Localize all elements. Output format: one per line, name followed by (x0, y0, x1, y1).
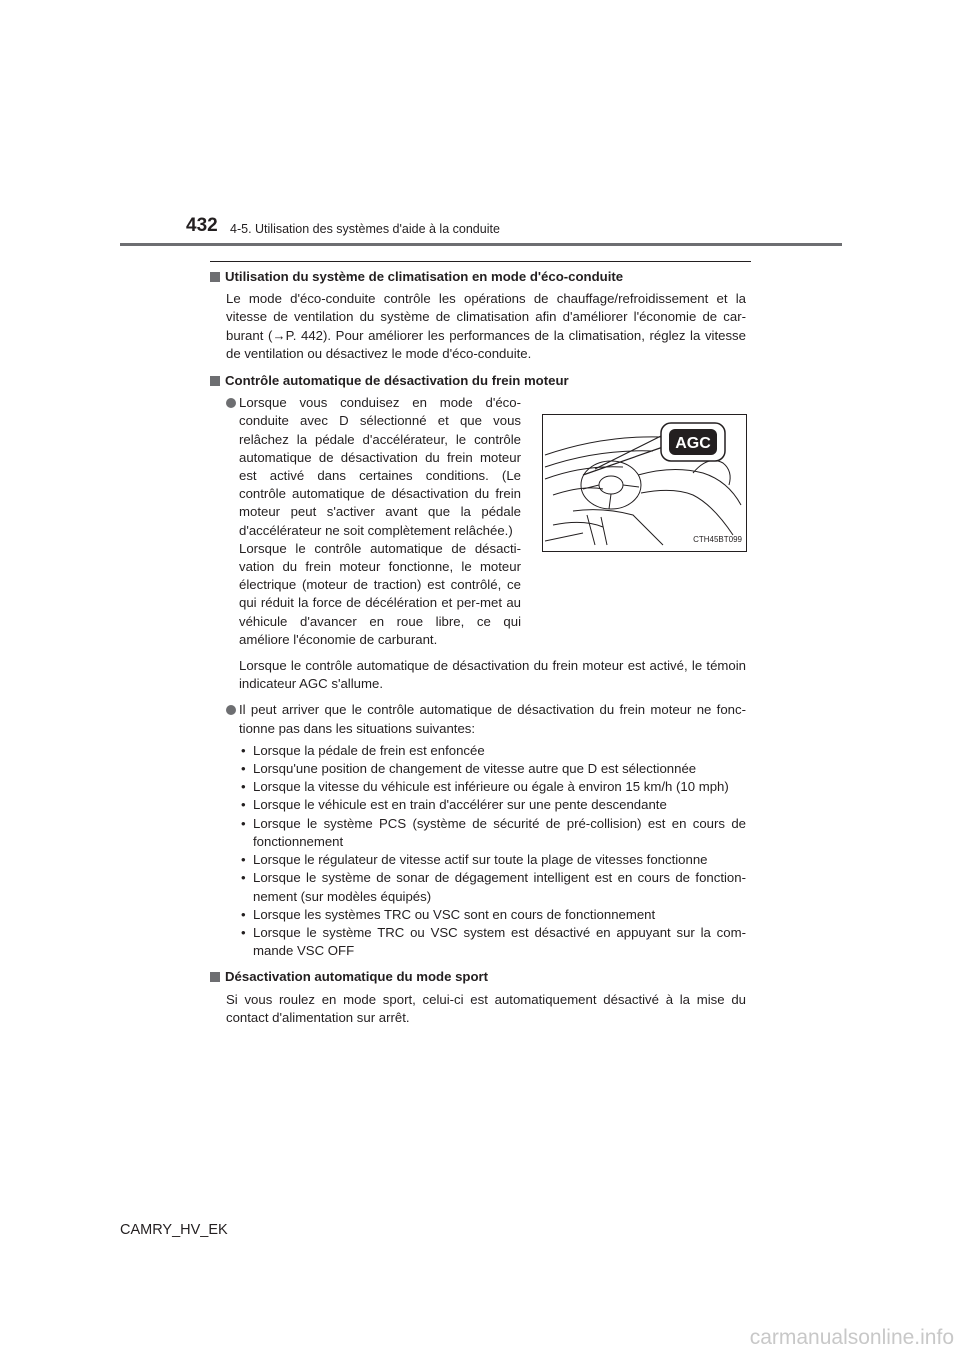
agc-bullet-1-text: Lorsque vous conduisez en mode d'éco-conduite avec D sélectionné et que vous relâchez la pédale d'accélérateur, le contrôle automatique de désactivation du frein moteur est activé dans certaines conditions. (Le contrôle automatique de désactivation du frein moteur peut s'activer avant que la pédale d'accélérateur ne soit complètement relâchée.) (239, 395, 521, 538)
list-item: • Lorsque le véhicule est en train d'accélérer sur une pente descendante (239, 796, 746, 814)
header-rule (120, 243, 842, 246)
list-item: • Lorsque le système TRC ou VSC system est désactivé en appuyant sur la com-mande VSC OFF (239, 924, 746, 960)
page-number: 432 (186, 215, 218, 236)
list-item: • Lorsque le régulateur de vitesse actif sur toute la plage de vitesses fonctionne (239, 851, 746, 869)
page-content (210, 268, 746, 1036)
section-rule (210, 261, 751, 262)
watermark-link[interactable]: carmanualsonline.info (749, 1326, 954, 1349)
eco-heading (210, 268, 746, 286)
eco-body: Le mode d'éco-conduite contrôle les opérations de chauffage/refroidissement et la vitesse de ventilation du système de climatisation afin d'améliorer l'économie de car-burant (→P. 442). Pour améliorer les performances de la climatisation, réglez la vitesse de ventilation ou désactivez le mode d'éco-conduite. (226, 291, 746, 361)
sport-heading (210, 968, 746, 986)
agc-after-figure: Lorsque le contrôle automatique de désactivation du frein moteur est activé, le témoin indicateur AGC s'allume. (239, 658, 746, 692)
round-bullet-icon (226, 705, 236, 715)
agc-conditions-list (239, 742, 746, 960)
list-item: • Lorsqu'une position de changement de vitesse autre que D est sélectionnée (239, 760, 746, 778)
list-item: • Lorsque la vitesse du véhicule est inférieure ou égale à environ 15 km/h (10 mph) (239, 778, 746, 796)
chapter-title: 4-5. Utilisation des systèmes d'aide à la conduite (230, 222, 500, 236)
agc-illustration (542, 414, 747, 552)
footer-model-code: CAMRY_HV_EK (120, 1222, 228, 1238)
agc-bullet-1-continuation: Lorsque le contrôle automatique de désacti-vation du frein moteur fonctionne, le moteur électrique (moteur de traction) est contrôlé, ce qui réduit la force de décélération et per-met au véhicule d'avancer en roue libre, ce qui améliore l'économie de carburant. (239, 540, 521, 647)
eco-heading-text: Utilisation du système de climatisation en mode d'éco-conduite (225, 269, 624, 284)
sport-body: Si vous roulez en mode sport, celui-ci est automatiquement désactivé à la mise du contact d'alimentation sur arrêt. (226, 991, 746, 1025)
list-item: • Lorsque le système de sonar de dégagement intelligent est en cours de fonction-nement (sur modèles équipés) (239, 869, 746, 905)
list-item: • Lorsque les systèmes TRC ou VSC sont en cours de fonctionnement (239, 906, 746, 924)
agc-heading (210, 372, 746, 390)
agc-indicator-label: AGC (675, 435, 711, 453)
agc-bullet-with-figure (210, 394, 746, 649)
agc-bullet-2-text: Il peut arriver que le contrôle automatique de désactivation du frein moteur ne fonc-tionne pas dans les situations suivantes: (239, 702, 746, 736)
list-item: • Lorsque la pédale de frein est enfoncée (239, 742, 746, 760)
square-bullet-icon (210, 376, 220, 386)
sport-heading-text: Désactivation automatique du mode sport (225, 969, 489, 985)
list-item: • Lorsque le système PCS (système de sécurité de pré-collision) est en cours de fonctionnement (239, 815, 746, 851)
agc-heading-text: Contrôle automatique de désactivation du frein moteur (225, 373, 569, 389)
round-bullet-icon (226, 398, 236, 408)
square-bullet-icon (210, 972, 220, 982)
agc-bullet-1 (210, 394, 521, 649)
square-bullet-icon (210, 272, 220, 282)
figure-code: CTH45BT099 (693, 535, 742, 545)
agc-bullet-2 (210, 701, 746, 737)
